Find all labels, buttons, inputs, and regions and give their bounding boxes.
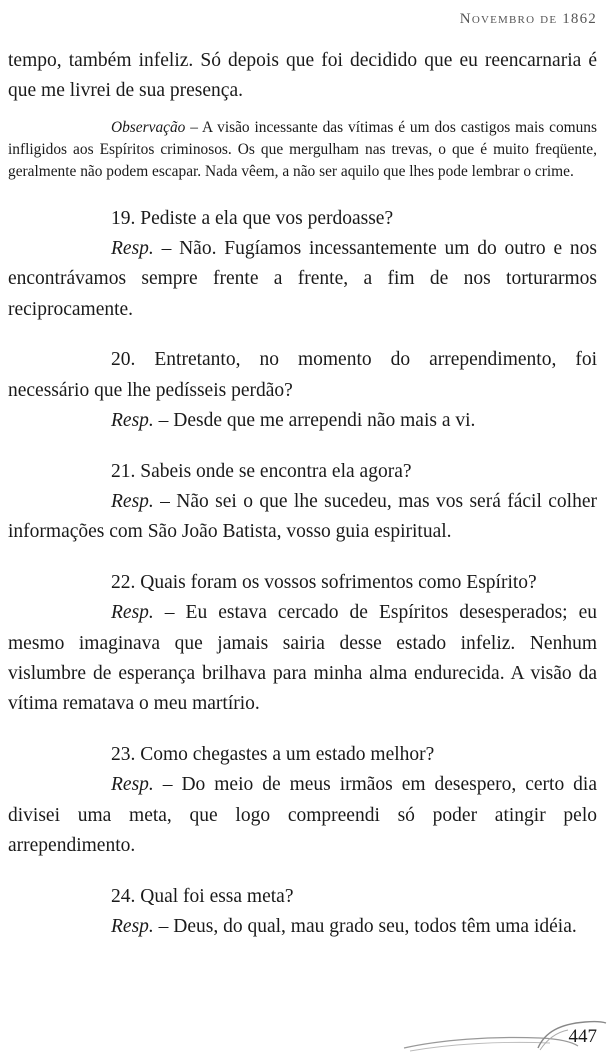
resp-label: Resp. <box>111 916 154 938</box>
qa-item-19 <box>8 204 597 325</box>
resp-label: Resp. <box>111 491 154 513</box>
resp-label: Resp. <box>111 602 154 624</box>
spacer <box>8 861 597 882</box>
question: 23. Como chegastes a um estado melhor? <box>111 744 435 766</box>
spacer <box>8 436 597 457</box>
answer-text: – Eu estava cercado de Espíritos desesperados; eu mesmo imaginava que jamais sairia desse estado infeliz. Nenhum vislumbre de esperança brilhava para minha alma endurecida. A visão da vítima rematava o meu martírio. <box>8 602 597 715</box>
continuation-paragraph: tempo, também infeliz. Só depois que foi decidido que eu reencarnaria é que me livrei de sua presença. <box>8 50 597 102</box>
answer-text: – Do meio de meus irmãos em desespero, certo dia divisei uma meta, que logo compreendi só poder atingir pelo arrependimento. <box>8 774 597 857</box>
answer <box>8 912 597 942</box>
answer <box>8 406 597 436</box>
question: 19. Pediste a ela que vos perdoasse? <box>111 207 394 229</box>
answer-text: – Deus, do qual, mau grado seu, todos têm uma idéia. <box>153 916 577 938</box>
spacer <box>8 183 597 204</box>
resp-label: Resp. <box>111 774 154 796</box>
page-body <box>8 46 597 942</box>
question: 24. Qual foi essa meta? <box>111 885 294 907</box>
observation-label: Observação <box>111 118 186 136</box>
answer-text: – Não sei o que lhe sucedeu, mas vos será fácil colher informações com São João Batista, vosso guia espiritual. <box>8 491 597 543</box>
qa-item-20 <box>8 345 597 436</box>
answer-text: – Desde que me arrependi não mais a vi. <box>153 409 476 431</box>
answer <box>8 234 597 325</box>
answer <box>8 770 597 861</box>
qa-item-24 <box>8 882 597 943</box>
qa-item-23 <box>8 740 597 861</box>
question: 22. Quais foram os vossos sofrimentos como Espírito? <box>111 572 537 594</box>
question: 21. Sabeis onde se encontra ela agora? <box>111 460 412 482</box>
running-head: Novembro de 1862 <box>459 11 597 27</box>
page-number: 447 <box>568 1026 597 1047</box>
observation-note <box>8 117 597 184</box>
page-footer <box>400 1018 607 1058</box>
resp-label: Resp. <box>111 238 154 259</box>
spacer <box>8 325 597 346</box>
spacer <box>8 720 597 741</box>
qa-item-21 <box>8 457 597 548</box>
answer <box>8 598 597 719</box>
observation-text: – A visão incessante das vítimas é um dos castigos mais comuns infligidos aos Espíritos criminosos. Os que mergulham nas trevas, o que é muito freqüente, geralmente não podem escapar. Nada vêem, a não ser aquilo que lhes pode lembrar o crime. <box>8 118 597 180</box>
qa-item-22 <box>8 568 597 719</box>
question: 20. Entretanto, no momento do arrependimento, foi necessário que lhe pedísseis perdão? <box>8 349 597 401</box>
spacer <box>8 548 597 569</box>
resp-label: Resp. <box>111 409 154 431</box>
answer <box>8 487 597 548</box>
answer-text: – Não. Fugíamos incessantemente um do outro e nos encontrávamos sempre frente a frente, a fim de nos torturarmos reciprocamente. <box>8 238 597 320</box>
